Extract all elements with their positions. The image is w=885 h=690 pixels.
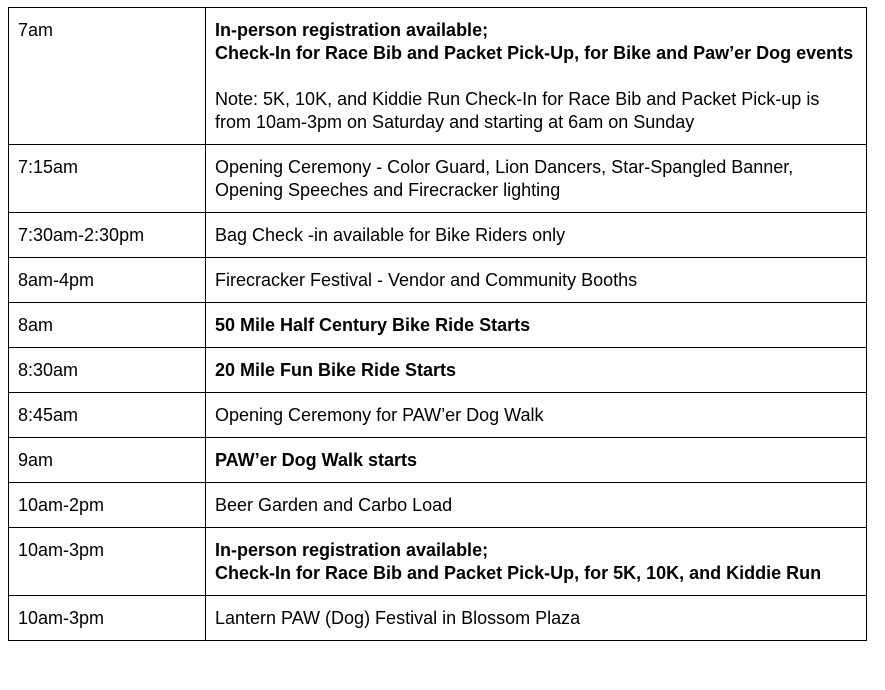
event-cell: PAW’er Dog Walk starts xyxy=(206,438,867,483)
time-cell: 8am xyxy=(9,303,206,348)
time-cell: 10am-2pm xyxy=(9,483,206,528)
event-cell: 50 Mile Half Century Bike Ride Starts xyxy=(206,303,867,348)
event-cell: Opening Ceremony for PAW’er Dog Walk xyxy=(206,393,867,438)
event-cell: Firecracker Festival - Vendor and Community Booths xyxy=(206,258,867,303)
event-cell xyxy=(206,528,867,596)
event-cell: Bag Check -in available for Bike Riders only xyxy=(206,213,867,258)
table-row xyxy=(9,258,867,303)
table-row xyxy=(9,393,867,438)
table-row xyxy=(9,438,867,483)
table-row xyxy=(9,8,867,145)
schedule-table xyxy=(8,7,867,641)
table-row xyxy=(9,145,867,213)
table-row xyxy=(9,528,867,596)
event-cell: Lantern PAW (Dog) Festival in Blossom Plaza xyxy=(206,596,867,641)
table-row xyxy=(9,213,867,258)
time-cell: 9am xyxy=(9,438,206,483)
event-cell xyxy=(206,8,867,145)
event-text: Check-In for Race Bib and Packet Pick-Up, for Bike and Paw’er Dog events xyxy=(215,43,854,63)
event-text: Check-In for Race Bib and Packet Pick-Up, for 5K, 10K, and Kiddie Run xyxy=(215,563,822,583)
event-cell: 20 Mile Fun Bike Ride Starts xyxy=(206,348,867,393)
table-row xyxy=(9,303,867,348)
time-cell: 10am-3pm xyxy=(9,596,206,641)
event-text: In-person registration available; xyxy=(215,20,489,40)
time-cell: 8:30am xyxy=(9,348,206,393)
time-cell: 7:15am xyxy=(9,145,206,213)
event-cell: Beer Garden and Carbo Load xyxy=(206,483,867,528)
table-row xyxy=(9,348,867,393)
time-cell: 7am xyxy=(9,8,206,145)
event-text: In-person registration available; xyxy=(215,540,489,560)
table-row xyxy=(9,596,867,641)
event-cell: Opening Ceremony - Color Guard, Lion Dancers, Star-Spangled Banner, Opening Speeches and Firecracker lighting xyxy=(206,145,867,213)
time-cell: 10am-3pm xyxy=(9,528,206,596)
time-cell: 8:45am xyxy=(9,393,206,438)
event-note: Note: 5K, 10K, and Kiddie Run Check-In for Race Bib and Packet Pick-up is from 10am-3pm on Saturday and starting at 6am on Sunday xyxy=(215,89,820,132)
table-row xyxy=(9,483,867,528)
time-cell: 8am-4pm xyxy=(9,258,206,303)
time-cell: 7:30am-2:30pm xyxy=(9,213,206,258)
